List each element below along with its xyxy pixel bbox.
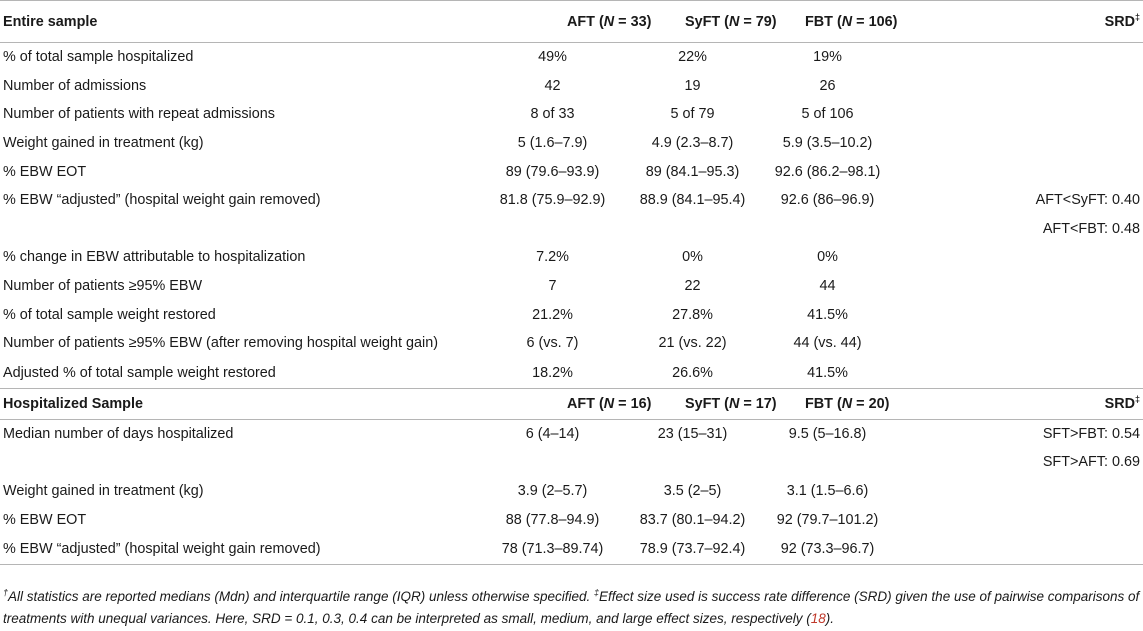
aft-value: 7: [548, 278, 557, 295]
aft-value: 42: [544, 77, 561, 94]
srd-value: [900, 272, 1143, 301]
syft-value: 78.9 (73.7–92.4): [630, 534, 755, 565]
aft-value: 8 of 33: [530, 106, 575, 123]
srd-value: [900, 243, 1143, 272]
aft-value: 18.2%: [475, 358, 630, 389]
table-row: [0, 419, 1143, 448]
syft-column-header: SyFT (N = 17): [630, 388, 755, 419]
srd-value: [900, 329, 1143, 358]
row-label: Number of patients with repeat admissions: [3, 106, 275, 123]
srd-column-header: SRD‡: [900, 1, 1143, 43]
row-label: Weight gained in treatment (kg): [3, 483, 204, 500]
srd-value: [900, 534, 1143, 565]
fbt-value: 5 of 106: [801, 106, 854, 123]
fbt-value: 92.6 (86.2–98.1): [774, 163, 881, 180]
row-label: % EBW EOT: [3, 511, 87, 528]
aft-value: 3.9 (2–5.7): [517, 483, 588, 500]
fbt-column-header: FBT (N = 106): [755, 1, 900, 43]
srd-value: [900, 505, 1143, 534]
aft-value: 88 (77.8–94.9): [505, 511, 600, 528]
aft-value: 7.2%: [536, 249, 569, 266]
syft-column-header: SyFT (N = 79): [630, 1, 755, 43]
row-label: % change in EBW attributable to hospitalization: [3, 249, 306, 266]
aft-value: 89 (79.6–93.9): [505, 163, 600, 180]
aft-value: 78 (71.3–89.74): [475, 534, 630, 565]
table-row: [0, 477, 1143, 506]
table-row: [0, 272, 1143, 301]
syft-value: 4.9 (2.3–8.7): [651, 135, 734, 152]
table-row: [0, 505, 1143, 534]
srd-value: [900, 72, 1143, 101]
fbt-value: 92 (79.7–101.2): [776, 511, 879, 528]
table-row: [0, 129, 1143, 158]
hospitalized-sample-header-row: [0, 388, 1143, 419]
table-footnote: †All statistics are reported medians (Mdn) and interquartile range (IQR) unless otherwise specified. ‡Effect size used is success rate difference (SRD) given the use of pairwise comparisons of treatments with unequal variances. Here, SRD = 0.1, 0.3, 0.4 can be interpreted as small, medium, and large effect sizes, respectively (18).: [3, 587, 1140, 626]
aft-value: 81.8 (75.9–92.9): [499, 192, 606, 209]
entire-sample-header-row: [0, 1, 1143, 43]
fbt-value: 9.5 (5–16.8): [788, 425, 867, 442]
aft-value: [475, 215, 630, 244]
syft-value: 27.8%: [672, 306, 713, 323]
aft-value: 49%: [538, 49, 567, 66]
fbt-value: 5.9 (3.5–10.2): [782, 135, 873, 152]
fbt-value: [755, 215, 900, 244]
row-label: [0, 215, 475, 244]
srd-value: SFT>AFT: 0.69: [1042, 454, 1140, 471]
srd-value: [900, 129, 1143, 158]
syft-value: 88.9 (84.1–95.4): [639, 192, 746, 209]
entire-sample-heading: Entire sample: [0, 1, 475, 43]
fbt-value: 92.6 (86–96.9): [780, 192, 875, 209]
row-label: % EBW EOT: [3, 163, 87, 180]
syft-value: 3.5 (2–5): [663, 483, 722, 500]
table-row: [0, 72, 1143, 101]
srd-value: [900, 477, 1143, 506]
row-label: Median number of days hospitalized: [3, 425, 234, 442]
fbt-value: 19%: [813, 49, 842, 66]
syft-value: 26.6%: [630, 358, 755, 389]
srd-value: [900, 43, 1143, 72]
table-row: [0, 100, 1143, 129]
aft-value: 6 (vs. 7): [526, 335, 579, 352]
syft-value: 89 (84.1–95.3): [645, 163, 740, 180]
table-row: [0, 243, 1143, 272]
srd-value: [900, 300, 1143, 329]
table-row: [0, 43, 1143, 72]
table-row: [0, 448, 1143, 477]
fbt-column-header: FBT (N = 20): [755, 388, 900, 419]
table-row: [0, 215, 1143, 244]
syft-value: 19: [684, 77, 701, 94]
aft-value: 5 (1.6–7.9): [517, 135, 588, 152]
aft-value: 21.2%: [532, 306, 573, 323]
srd-value: [900, 100, 1143, 129]
table-row: [0, 358, 1143, 389]
fbt-value: 41.5%: [807, 306, 848, 323]
row-label: Weight gained in treatment (kg): [3, 135, 204, 152]
srd-value: SFT>FBT: 0.54: [1042, 425, 1140, 442]
fbt-value: 44 (vs. 44): [793, 335, 862, 352]
syft-value: 23 (15–31): [657, 425, 728, 442]
table-row: [0, 300, 1143, 329]
srd-column-header: SRD‡: [900, 388, 1143, 419]
aft-value: 6 (4–14): [525, 425, 580, 442]
row-label: Number of admissions: [3, 77, 147, 94]
row-label: Number of patients ≥95% EBW (after removing hospital weight gain): [3, 335, 439, 352]
table-row: [0, 329, 1143, 358]
syft-value: 22%: [678, 49, 707, 66]
srd-value: AFT<FBT: 0.48: [1042, 220, 1140, 237]
row-label: Adjusted % of total sample weight restored: [0, 358, 475, 389]
row-label: % of total sample weight restored: [3, 306, 216, 323]
fbt-value: 0%: [817, 249, 838, 266]
srd-value: AFT<SyFT: 0.40: [1035, 192, 1140, 209]
fbt-value: 41.5%: [755, 358, 900, 389]
fbt-value: [755, 448, 900, 477]
table-row: [0, 186, 1143, 215]
fbt-value: 92 (73.3–96.7): [755, 534, 900, 565]
row-label: % EBW “adjusted” (hospital weight gain removed): [0, 534, 475, 565]
table-row: [0, 534, 1143, 565]
fbt-value: 3.1 (1.5–6.6): [786, 483, 869, 500]
reference-link[interactable]: 18: [810, 611, 826, 626]
syft-value: 5 of 79: [670, 106, 715, 123]
entire-sample-body: [0, 43, 1143, 389]
fbt-value: 44: [819, 278, 836, 295]
syft-value: 22: [684, 278, 701, 295]
table-row: [0, 157, 1143, 186]
aft-value: [475, 448, 630, 477]
fbt-value: 26: [819, 77, 836, 94]
syft-value: 0%: [682, 249, 703, 266]
aft-column-header: AFT (N = 16): [475, 388, 630, 419]
srd-value: [900, 157, 1143, 186]
hospitalized-sample-heading: Hospitalized Sample: [0, 388, 475, 419]
aft-column-header: AFT (N = 33): [475, 1, 630, 43]
syft-value: 21 (vs. 22): [658, 335, 727, 352]
row-label: [0, 448, 475, 477]
syft-value: [630, 448, 755, 477]
hospitalized-sample-body: [0, 419, 1143, 564]
syft-value: [630, 215, 755, 244]
row-label: % of total sample hospitalized: [3, 49, 194, 66]
row-label: Number of patients ≥95% EBW: [3, 278, 203, 295]
syft-value: 83.7 (80.1–94.2): [639, 511, 746, 528]
srd-value: [900, 358, 1143, 389]
row-label: % EBW “adjusted” (hospital weight gain removed): [3, 192, 321, 209]
